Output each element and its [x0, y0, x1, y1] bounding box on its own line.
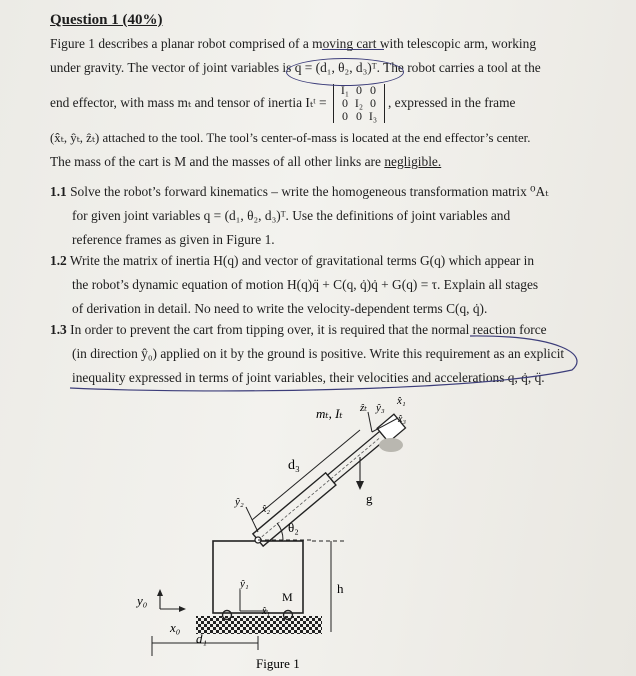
item-1-2: 1.2 Write the matrix of inertia H(q) and vector of gravitational terms G(q) which appear in the robot’s dynamic equation of motion H(q)q̈ + C(q, q̇)q̇ + G(q) = τ. Explain all stages of derivation in detail. No need to write the velocity-dependent terms C(q, q̇).	[50, 253, 539, 316]
label-x3: x̂₃	[398, 414, 406, 425]
label-y2: ŷ₂	[235, 496, 244, 508]
label-d1: d₁	[196, 631, 208, 646]
label-d3: d₃	[288, 458, 300, 473]
label-x2: x̂₂	[262, 504, 270, 515]
link-y-axis	[246, 507, 258, 532]
ground-strip	[196, 616, 322, 634]
label-theta2: θ₂	[288, 520, 299, 535]
tool-mass	[379, 438, 403, 452]
label-x1-top: x̂₁	[397, 395, 406, 407]
label-x1-bottom: x̂₁	[262, 606, 270, 617]
label-zt: ẑₜ	[360, 402, 367, 414]
intro-line-1: Figure 1 describes a planar robot comprised of a moving cart with telescopic arm, working	[50, 36, 537, 51]
label-tool-mass: mₜ, Iₜ	[316, 406, 343, 421]
label-x0: x₀	[170, 620, 181, 635]
item-1-3: 1.3 In order to prevent the cart from tipping over, it is required that the normal reaction force (in direction ŷ₀) applied on it by the ground is positive. Write this requirement as an explicit inequality expressed in terms of joint variables, their velocities and accelerations q, q̇, q̈.	[50, 322, 565, 385]
negligible-underlined: negligible.	[384, 154, 442, 169]
intro-line-2: under gravity. The vector of joint variables is q = (d₁, θ₂, d₃)ᵀ. The robot carries a tool at the	[50, 60, 541, 75]
telescopic-arm	[250, 414, 406, 549]
label-M: M	[282, 590, 293, 604]
intro-line-4: (x̂ₜ, ŷₜ, ẑₜ) attached to the tool. The tool’s center-of-mass is located at the end effector’s center.	[50, 131, 531, 145]
label-y1: ŷ₁	[240, 578, 249, 590]
joint-vector: q = (d₁, θ₂, d₃)ᵀ.	[294, 60, 380, 75]
item-1-1: 1.1 Solve the robot’s forward kinematics – write the homogeneous transformation matrix ⁰Aₜ for given joint variables q = (d₁, θ₂, d₃)ᵀ. Use the definitions of joint variables and reference frames as given in Figure 1.	[50, 184, 549, 247]
tool-z-axis	[368, 412, 372, 432]
label-yt: ŷ₃	[376, 402, 385, 414]
intro-line-5: The mass of the cart is M and the masses of all other links are negligible.	[50, 154, 442, 169]
label-h: h	[337, 581, 344, 596]
label-y0: y₀	[137, 593, 148, 608]
label-g: g	[366, 491, 373, 506]
inertia-matrix: I₁ 0 0 0 I₂ 0 0 0 I₃	[333, 84, 385, 123]
gravity-arrowhead	[356, 481, 364, 490]
figure-caption: Figure 1	[256, 656, 300, 671]
question-title: Question 1 (40%)	[50, 12, 163, 28]
intro-line-3: end effector, with mass mₜ and tensor of inertia Iₜᵗ = I₁ 0 0 0 I₂ 0 0 0 I₃ , expressed in the frame	[50, 83, 516, 124]
